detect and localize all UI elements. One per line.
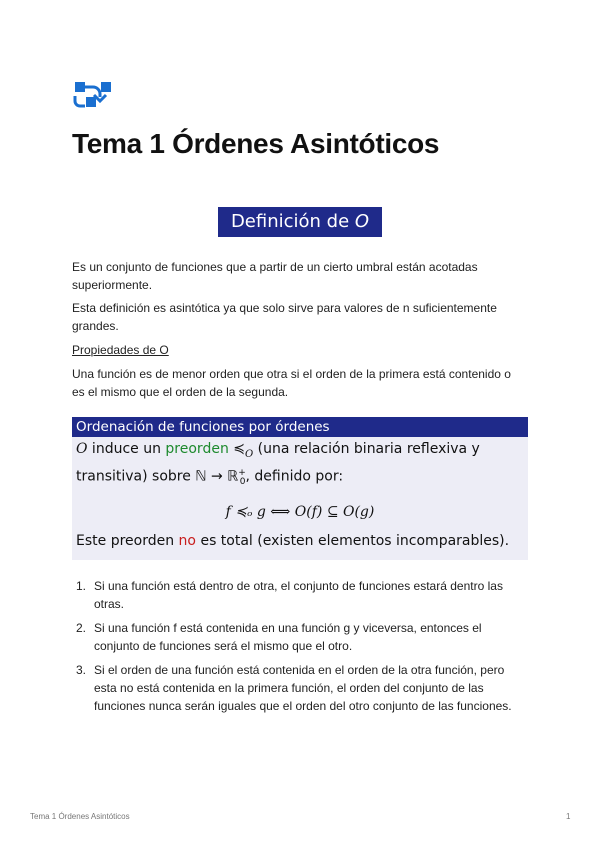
order-box-header: Ordenación de funciones por órdenes <box>72 417 528 437</box>
set-subscript: 0 <box>239 477 246 488</box>
list-text: Si una función f está contenida en una función g y viceversa, entonces el conjunto de funciones será el mismo que el otro. <box>94 621 482 653</box>
footer-page-number: 1 <box>566 812 571 821</box>
final-suffix: es total (existen elementos incomparables). <box>196 533 510 550</box>
definition-banner <box>218 207 382 237</box>
set-superscript: + <box>238 467 246 478</box>
page-title: Tema 1 Órdenes Asintóticos <box>72 128 440 159</box>
definition-banner-symbol: O <box>354 211 370 232</box>
list-number: 1. <box>76 579 87 593</box>
list-text: Si el orden de una función está contenida en el orden de la otra función, pero esta no está contenida en la primera función, el orden del conjunto de las funciones nunca serán iguales que el orden del otro conjunto de las funciones. <box>94 663 512 713</box>
definition-banner-prefix: Definición de <box>230 211 355 232</box>
list-number: 3. <box>76 663 87 677</box>
final-no: no <box>178 533 196 550</box>
list-item <box>76 661 526 715</box>
paragraph-asymptotic: Esta definición es asintótica ya que solo sirve para valores de n suficientemente grandes. <box>72 301 497 333</box>
list-item <box>76 577 526 613</box>
properties-list <box>76 577 526 721</box>
paragraph-definition: Es un conjunto de funciones que a partir de un cierto umbral están acotadas superiormente. <box>72 260 478 292</box>
order-box-final <box>76 532 524 551</box>
order-induce-text: induce un <box>87 441 166 457</box>
preorden-term: preorden <box>165 441 229 457</box>
relation-subscript: O <box>245 448 254 460</box>
paragraph-order: Una función es de menor orden que otra si el orden de la primera está contenido o es el mismo que el orden de la segunda. <box>72 367 511 399</box>
order-formula: f ≼ₒ g ⟺ O(f) ⊆ O(g) <box>225 504 375 521</box>
app-logo-icon <box>73 80 113 108</box>
list-item <box>76 619 526 655</box>
list-number: 2. <box>76 621 87 635</box>
order-symbol: O <box>76 441 88 457</box>
footer-title: Tema 1 Órdenes Asintóticos <box>30 812 130 821</box>
order-set-text: (una relación binaria reflexiva y transitiva) sobre ℕ → ℝ <box>76 441 480 485</box>
order-theorem-box <box>72 417 528 560</box>
order-box-body <box>72 437 528 551</box>
properties-link[interactable]: Propiedades de O <box>72 343 169 357</box>
final-prefix: Este preorden <box>76 533 179 550</box>
relation-symbol: ≼ <box>228 441 246 457</box>
list-text: Si una función está dentro de otra, el conjunto de funciones estará dentro las otras. <box>94 579 503 611</box>
order-defined-text: , definido por: <box>245 468 344 485</box>
order-box-statement <box>76 440 524 492</box>
